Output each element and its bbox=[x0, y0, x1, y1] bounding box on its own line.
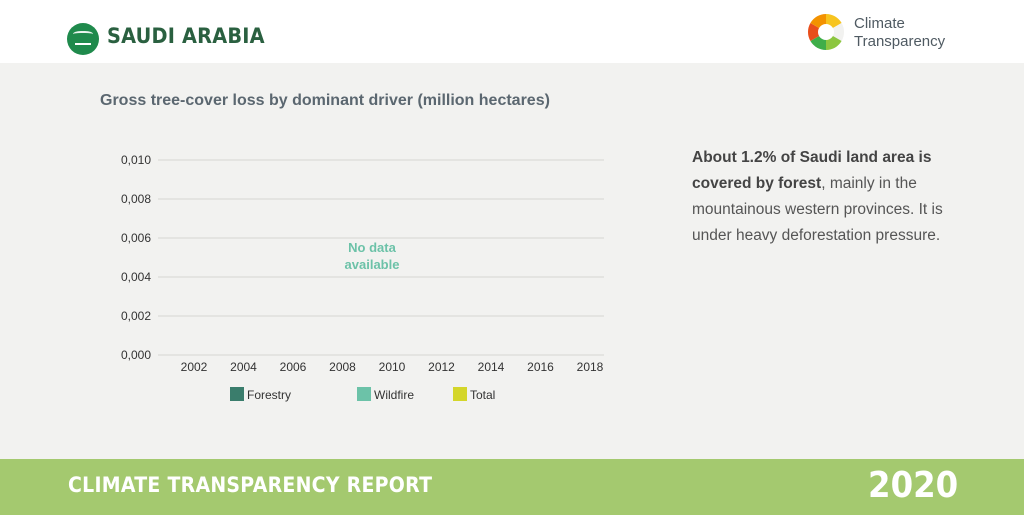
x-tick-label: 2002 bbox=[180, 360, 208, 374]
climate-transparency-logo-text bbox=[854, 15, 945, 51]
tree-cover-loss-chart bbox=[100, 140, 620, 410]
forest-info-text bbox=[692, 145, 962, 249]
x-tick-label: 2012 bbox=[428, 360, 455, 374]
header bbox=[0, 0, 1024, 63]
country-name: SAUDI ARABIA bbox=[107, 24, 265, 48]
y-tick-label: 0,008 bbox=[120, 192, 151, 206]
x-tick-label: 2018 bbox=[576, 360, 604, 374]
footer bbox=[0, 459, 1024, 515]
x-tick-label: 2008 bbox=[329, 360, 356, 374]
y-tick-label: 0,004 bbox=[120, 270, 151, 284]
legend-swatch bbox=[453, 387, 467, 401]
x-tick-label: 2014 bbox=[477, 360, 505, 374]
legend-swatch bbox=[357, 387, 371, 401]
saudi-flag-icon bbox=[67, 23, 99, 55]
info-bold-text: About 1.2% of Saudi land area is covered by forest bbox=[692, 149, 932, 192]
y-tick-label: 0,002 bbox=[120, 309, 151, 323]
info-rest-text: , mainly in the mountainous western provinces. It is under heavy deforestation pressure. bbox=[692, 175, 943, 244]
chart-legend bbox=[230, 387, 495, 402]
no-data-label-line-2: available bbox=[344, 257, 400, 272]
legend-item-forestry bbox=[230, 387, 291, 402]
legend-label: Total bbox=[470, 388, 496, 402]
no-data-label-line-1: No data bbox=[348, 240, 396, 255]
legend-item-total bbox=[453, 387, 495, 402]
chart-title: Gross tree-cover loss by dominant driver (million hectares) bbox=[100, 92, 550, 109]
logo-line-1: Climate bbox=[854, 15, 905, 32]
x-tick-label: 2004 bbox=[230, 360, 257, 374]
x-tick-label: 2006 bbox=[279, 360, 307, 374]
legend-label: Wildfire bbox=[374, 388, 415, 402]
x-tick-label: 2010 bbox=[378, 360, 406, 374]
report-title: CLIMATE TRANSPARENCY REPORT bbox=[68, 473, 433, 497]
x-tick-label: 2016 bbox=[527, 360, 554, 374]
x-axis-ticks bbox=[181, 360, 604, 374]
climate-transparency-logo-icon bbox=[806, 12, 846, 52]
y-axis-ticks bbox=[121, 153, 151, 362]
legend-label: Forestry bbox=[247, 388, 292, 402]
y-tick-label: 0,000 bbox=[120, 348, 151, 362]
logo-line-2: Transparency bbox=[854, 33, 946, 50]
report-year: 2020 bbox=[867, 465, 958, 506]
y-tick-label: 0,006 bbox=[120, 231, 151, 245]
legend-item-wildfire bbox=[357, 387, 414, 402]
y-tick-label: 0,010 bbox=[120, 153, 151, 167]
legend-swatch bbox=[230, 387, 244, 401]
